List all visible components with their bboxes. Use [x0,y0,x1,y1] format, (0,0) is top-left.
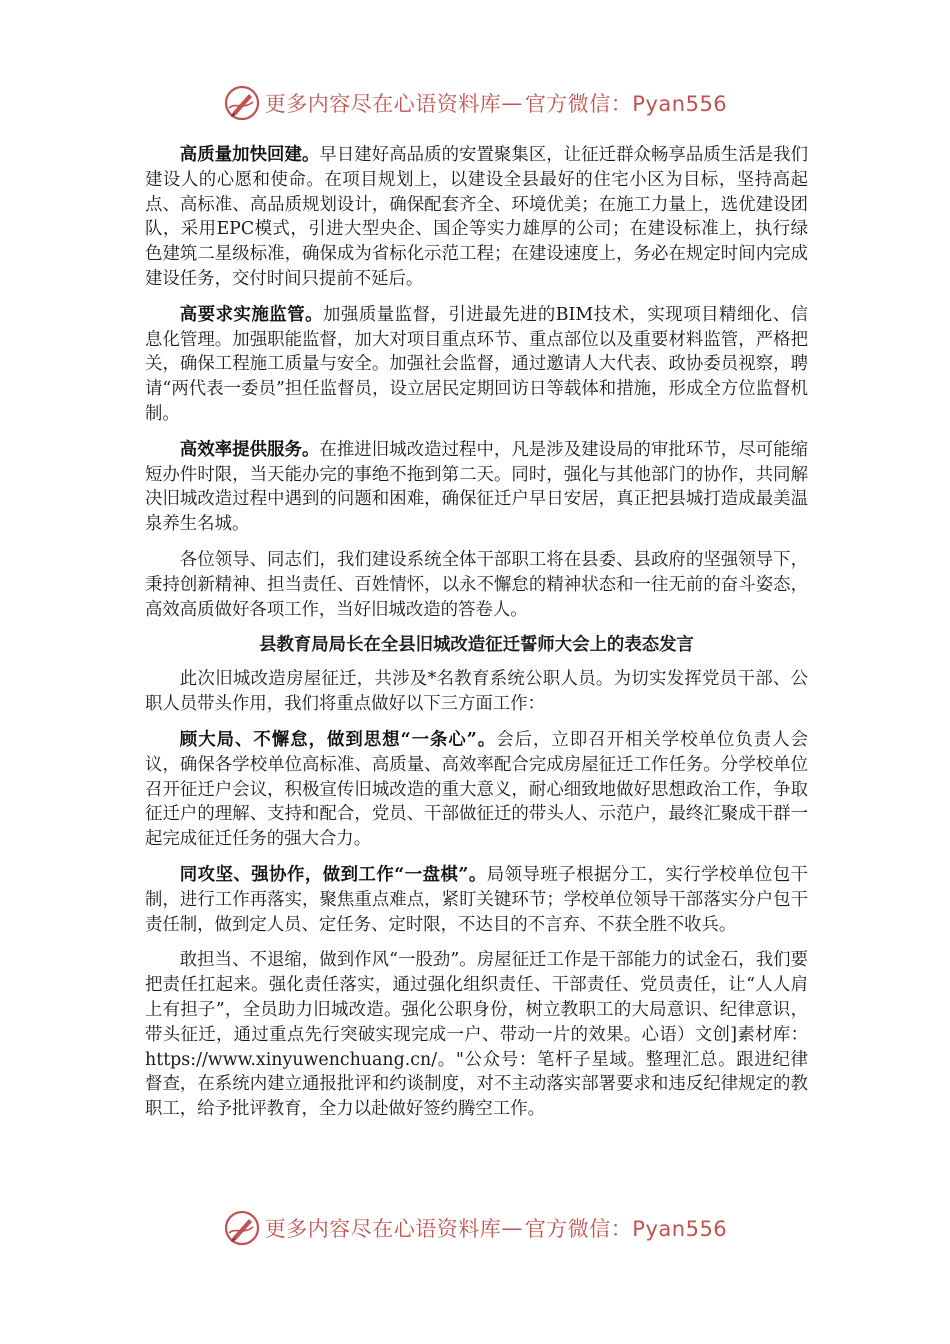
footer-banner [0,1208,950,1248]
paragraph-lead: 顾大局、不懈怠，做到思想“一条心”。 [179,729,497,750]
paragraph-body: 此次旧城改造房屋征迁，共涉及*名教育系统公职人员。为切实发挥党员干部、公职人员带头作用，我们将重点做好以下三方面工作： [145,669,808,715]
paragraph [145,863,808,937]
paragraph [145,303,808,427]
banner-text: 更多内容尽在心语资料库 [264,1217,502,1241]
header-banner [0,83,950,123]
paragraph [145,143,808,292]
paragraph [145,548,808,622]
paragraph [145,438,808,537]
paragraph-body: 加强质量监督，引进最先进的BIM技术，实现项目精细化、信息化管理。加强职能监督，加大对项目重点环节、重点部位以及重要材料监管，严格把关，确保工程施工质量与安全。加强社会监督，通过邀请人大代表、政协委员视察，聘请“两代表一委员”担任监督员，设立居民定期回访日等载体和措施，形成全方位监督机制。 [145,304,808,424]
banner-wechat: 官方微信：Pyan556 [524,92,728,116]
paragraph-body: 早日建好高品质的安置聚集区，让征迁群众畅享品质生活是我们建设人的心愿和使命。在项目规划上，以建设全县最好的住宅小区为目标，坚持高起点、高标准、高品质规划设计，确保配套齐全、环境优美；在施工力量上，选优建设团队，采用EPC模式，引进大型央企、国企等实力雄厚的公司；在建设标准上，执行绿色建筑二星级标准，确保成为省标化示范工程；在建设速度上，务必在规定时间内完成建设任务，交付时间只提前不延后。 [145,145,808,289]
paragraph-lead: 同攻坚、强协作，做到工作“一盘棋”。 [179,864,487,885]
paragraph-lead: 高效率提供服务。 [179,439,320,460]
banner-wechat: 官方微信：Pyan556 [524,1217,728,1241]
paragraph [145,948,808,1122]
paragraph-body: 在推进旧城改造过程中，凡是涉及建设局的审批环节，尽可能缩短办件时限，当天能办完的事绝不拖到第二天。同时，强化与其他部门的协作，共同解决旧城改造过程中遇到的问题和困难，确保征迁户早日安居，真正把县城打造成最美温泉养生名城。 [145,439,808,535]
pen-logo-icon [223,84,261,122]
paragraph-body: 各位领导、同志们，我们建设系统全体干部职工将在县委、县政府的坚强领导下，秉持创新精神、担当责任、百姓情怀，以永不懈怠的精神状态和一往无前的奋斗姿态，高效高质做好各项工作，当好旧城改造的答卷人。 [145,549,808,620]
paragraph-body: 敢担当、不退缩，做到作风“一股劲”。房屋征迁工作是干部能力的试金石，我们要把责任扛起来。强化责任落实，通过强化组织责任、干部责任、党员责任，让“人人肩上有担子”，全员助力旧城改造。强化公职身份，树立教职工的大局意识、纪律意识，带头征迁，通过重点先行突破实现完成一户、带动一片的效果。心语）文创]素材库：https://www.xinyuwenchuang.cn/。"公众号：笔杆子星域。整理汇总。跟进纪律督查，在系统内建立通报批评和约谈制度，对不主动落实部署要求和违反纪律规定的教职工，给予批评教育，全力以赴做好签约腾空工作。 [145,950,808,1120]
paragraph [145,667,808,717]
paragraph-lead: 高质量加快回建。 [179,145,320,165]
paragraph [145,728,808,852]
banner-dash: — [501,1216,523,1240]
pen-logo-icon [223,1209,261,1247]
paragraph-lead: 高要求实施监管。 [179,304,324,325]
paragraph-body: 局领导班子根据分工，实行学校单位包干制，进行工作再落实，聚焦重点难点，紧盯关键环节；学校单位领导干部落实分户包干责任制，做到定人员、定任务、定时限，不达目的不言弃、不获全胜不收兵。 [145,864,808,935]
paragraph-body: 会后，立即召开相关学校单位负责人会议，确保各学校单位高标准、高质量、高效率配合完成房屋征迁工作任务。分学校单位召开征迁户会议，积极宣传旧城改造的重大意义，耐心细致地做好思想政治工作，争取征迁户的理解、支持和配合，党员、干部做征迁的带头人、示范户，最终汇聚成干群一起完成征迁任务的强大合力。 [145,729,808,850]
banner-dash: — [501,91,523,115]
banner-text: 更多内容尽在心语资料库 [264,92,502,116]
section-heading: 县教育局局长在全县旧城改造征迁誓师大会上的表态发言 [259,635,694,656]
document-body [145,143,808,1133]
